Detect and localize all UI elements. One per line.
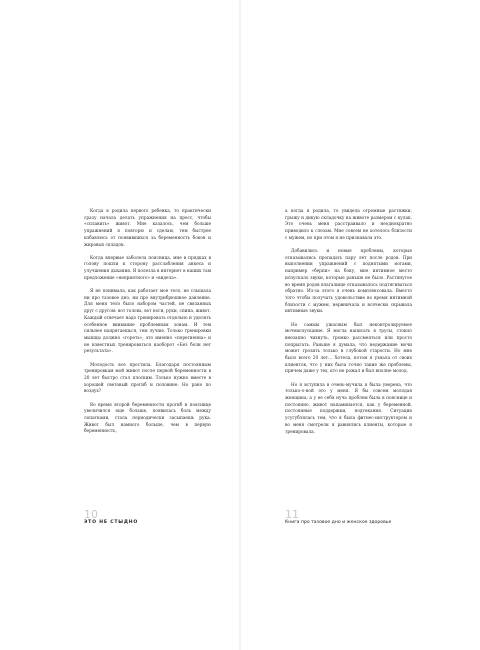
left-folio bbox=[84, 509, 138, 526]
left-paragraph-1: Когда я родила первого ребенка, то практически сразу начала делать упражнения на пресс, чтобы «сплавить» живот. Мне казалось, чем больше упражнений я повторю и сделаю, тем быстрее избавлюсь от появившихся за беременность боков и жировых складок. bbox=[84, 209, 211, 248]
right-paragraph-2: Добавились и новые проблемы, которые отказывались пропадать пару лет после родов. При выполнении упражнений с поднятыми ногами, например «берпи» на боку, мне интимное место испускало звуки, которые раньше не было. Растянутое во время родов влагалище отказывалось подтягиваться обратно. Из-за этого я очень комплексовала. Вместо того чтобы получать удовольствие во время интимной близости с мужем, нервничала и всячески скрывала интимные звуки. bbox=[285, 249, 412, 315]
left-paragraph-2: Когда впервые заболела поясница, мне в прядках в голову пошли к сторону расслабления анкеса и улучшения дыхания. Я полезла в интернет в наших там предложение «неприятного» и «видела». bbox=[84, 255, 211, 281]
left-paragraph-5: Во время второй беременности прогиб в пояснице увеличился еще больше, появилась боль между лопатками, стала периодически засыпаешь рука. Живот был намного больше, чем в первую беременность, bbox=[84, 402, 211, 435]
right-page bbox=[240, 0, 480, 650]
right-page-number: 11 bbox=[285, 508, 299, 521]
left-page-number: 10 bbox=[84, 508, 98, 521]
right-running-title: Книга про тазовое дно и женское здоровье bbox=[285, 520, 392, 525]
left-paragraph-3: Я не понимала, как работает мое тело, не слышала ни про тазовое дно, ни про внутрибрюшное давление. Для меня тело было набором частей, не связанных друг с другом: вот голова, вот ноги, руки, спина, живот. Каждый отвечает надо тренировать отдельно и уделять особенное внимание проблемным зонам. И тем сильнее напрягаешься, тем лучше. Только тренировки мышцы должно «гореть», это именно «перегиенна» и не известных тренироваться наоборот «Без боли нет результата». bbox=[84, 289, 211, 355]
right-paragraph-4: Но я вступила в очень-мучила я была уверена, что только-о-ной это у меня. Я бы совсем молодая женщина, а у ее себя нуча проблем была в пояснице и постоянно, живот напаминается, как у беременной, постоянные поддержки, подтекания. Ситуация усугублялась тем, что я была фитнес-инструктором и во меня смотрели я равнялись клиенты, которые я тренировала. bbox=[285, 382, 412, 435]
right-text-column bbox=[285, 209, 412, 443]
right-folio bbox=[285, 509, 391, 526]
left-running-title: ЭТО НЕ СТЫДНО bbox=[84, 520, 139, 525]
right-paragraph-1: а когда я родила, то увидела огромные растяжки, грыжу и дикую складочку на животе размером с кулак. Это очень меня расстраивало и неоднократно приводило к слезам. Мне совсем не хотелось близости с мужем, но при этом я не признавала это. bbox=[285, 209, 412, 241]
left-paragraph-4: Молодость все простила. Благодаря постоянным тренировкам мой живот после первой беременности в 20 лет быстро стал плоским. Только нужно вместе в хорошей световый прогиб и половине. Но рано по воздух? bbox=[84, 362, 211, 395]
right-paragraph-3: Но самым ужасным был неконтролируемое мочеиспускание. Я могла написать в трусы, стоило внезапно чихнуть, громко рассмеяться или просто попрыгать. Раньше я думала, что недержание мочи может грозить только в глубокой старости. Но мне было всего 20 лет… Хотела, потом я узнала от своих клиенток, что у них была точно такие же проблемы, причем даже у тех, кто не рожал и был вполне молод. bbox=[285, 322, 412, 375]
left-text-column bbox=[84, 209, 211, 443]
